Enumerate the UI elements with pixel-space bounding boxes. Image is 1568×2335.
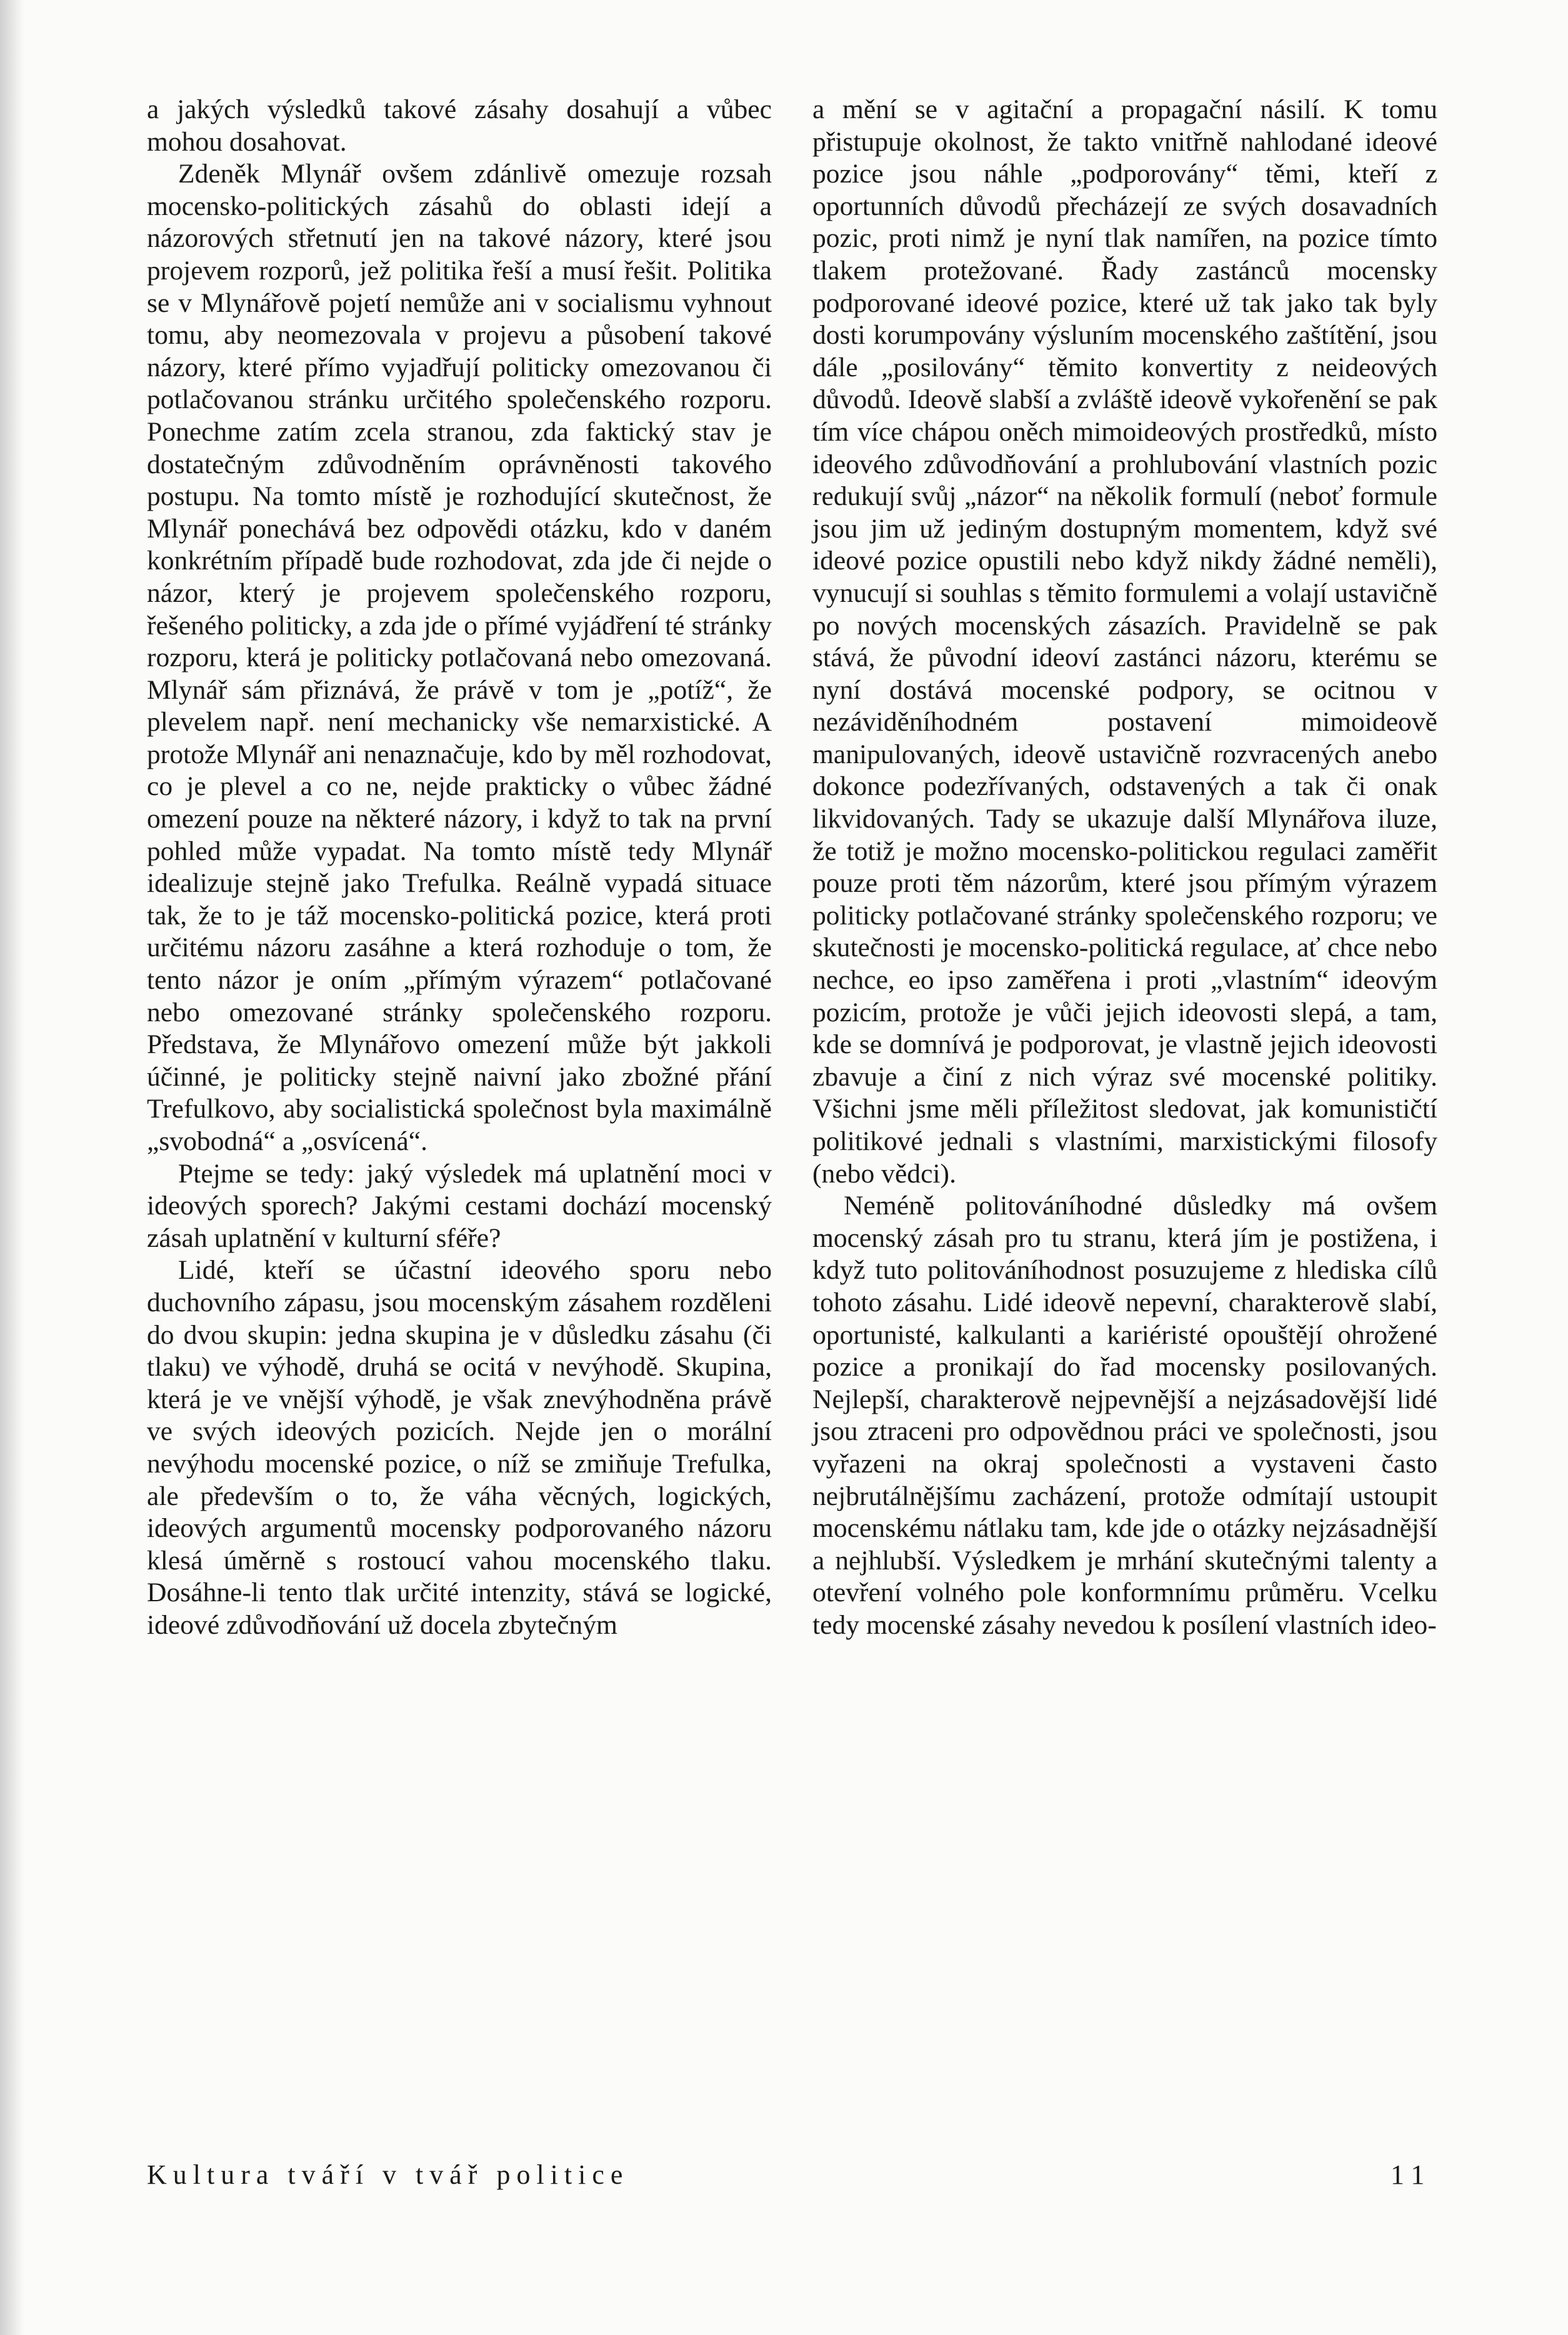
- running-footer-title: Kultura tváří v tvář politice: [147, 2159, 629, 2190]
- paragraph: a jakých výsledků takové zásahy dosahují a vůbec mohou dosahovat.: [147, 94, 772, 157]
- left-column: [147, 94, 772, 1642]
- page-number: 11: [1391, 2159, 1432, 2190]
- paragraph: Zdeněk Mlynář ovšem zdánlivě omezuje rozsah mocensko-politických zásahů do oblasti idejí a názorových střetnutí jen na takové názory, které jsou projevem rozporů, jež politika řeší a musí řešit. Politika se v Mlynářově pojetí nemůže ani v socialismu vyhnout tomu, aby neomezovala v projevu a působení takové názory, které přímo vyjadřují politicky omezovanou či potlačovanou stránku určitého společenského rozporu. Ponechme zatím zcela stranou, zda faktický stav je dostatečným zdůvodněním oprávněnosti takového postupu. Na tomto místě je rozhodující skutečnost, že Mlynář ponechává bez odpovědi otázku, kdo v daném konkrétním případě bude rozhodovat, zda jde či nejde o názor, který je projevem společenského rozporu, řešeného politicky, a zda jde o přímé vyjádření té stránky rozporu, která je politicky potlačovaná nebo omezovaná. Mlynář sám přiznává, že právě v tom je „potíž“, že plevelem např. není mechanicky vše nemarxistické. A protože Mlynář ani nenaznačuje, kdo by měl rozhodovat, co je plevel a co ne, nejde prakticky o vůbec žádné omezení pouze na některé názory, i když to tak na první pohled může vypadat. Na tomto místě tedy Mlynář idealizuje stejně jako Trefulka. Reálně vypadá situace tak, že to je táž mocensko-politická pozice, která proti určitému názoru zasáhne a která rozhoduje o tom, že tento názor je oním „přímým výrazem“ potlačované nebo omezované stránky společenského rozporu. Představa, že Mlynářovo omezení může být jakkoli účinné, je politicky stejně naivní jako zbožné přání Trefulkovo, aby socialistická společnost byla maximálně „svobodná“ a „osvícená“.: [147, 159, 772, 1156]
- paragraph: Neméně politováníhodné důsledky má ovšem mocenský zásah pro tu stranu, která jím je postižena, i když tuto politováníhodnost posuzujeme z hlediska cílů tohoto zásahu. Lidé ideově nepevní, charakterově slabí, oportunisté, kalkulanti a kariéristé opouštějí ohrožené pozice a pronikají do řad mocensky posilovaných. Nejlepší, charakterově nejpevnější a nejzásadovější lidé jsou ztraceni pro odpovědnou práci ve společnosti, jsou vyřazeni na okraj společnosti a vystaveni často nejbrutálnějšímu zacházení, protože odmítají ustoupit mocenskému nátlaku tam, kde jde o otázky nejzásadnější a nejhlubší. Výsledkem je mrhání skutečnými talenty a otevření volného pole konformnímu průměru. Vcelku tedy mocenské zásahy nevedou k posílení vlastních ideo-: [812, 1191, 1437, 1640]
- page-edge-shadow: [0, 0, 24, 2335]
- paragraph: Ptejme se tedy: jaký výsledek má uplatnění moci v ideových sporech? Jakými cestami dochází mocenský zásah uplatnění v kulturní sféře?: [147, 1158, 772, 1253]
- right-column: [812, 94, 1437, 1642]
- paragraph: Lidé, kteří se účastní ideového sporu nebo duchovního zápasu, jsou mocenským zásahem rozděleni do dvou skupin: jedna skupina je v důsledku zásahu (či tlaku) ve výhodě, druhá se ocitá v nevýhodě. Skupina, která je ve vnější výhodě, je však znevýhodněna právě ve svých ideových pozicích. Nejde jen o morální nevýhodu mocenské pozice, o níž se zmiňuje Trefulka, ale především o to, že váha věcných, logických, ideových argumentů mocensky podporovaného názoru klesá úměrně s rostoucí vahou mocenského tlaku. Dosáhne-li tento tlak určité intenzity, stává se logické, ideové zdůvodňování už docela zbytečným: [147, 1255, 772, 1640]
- paragraph: a mění se v agitační a propagační násilí. K tomu přistupuje okolnost, že takto vnitřně nahlodané ideové pozice jsou náhle „podporovány“ těmi, kteří z oportunních důvodů přecházejí ze svých dosavadních pozic, proti nimž je nyní tlak namířen, na pozice tímto tlakem protežované. Řady zastánců mocensky podporované ideové pozice, které už tak jako tak byly dosti korumpovány výsluním mocenského zaštítění, jsou dále „posilovány“ těmito konvertity z neideových důvodů. Ideově slabší a zvláště ideově vykořenění se pak tím více chápou oněch mimoideových prostředků, místo ideového zdůvodňování a prohlubování vlastních pozic redukují svůj „názor“ na několik formulí (neboť formule jsou jim už jediným dostupným momentem, když své ideové pozice opustili nebo když nikdy žádné neměli), vynucují si souhlas s těmito formulemi a volají ustavičně po nových mocenských zásazích. Pravidelně se pak stává, že původní ideoví zastánci názoru, kterému se nyní dostává mocenské podpory, se ocitnou v nezáviděníhodném postavení mimoideově manipulovaných, ideově ustavičně rozvracených anebo dokonce podezřívaných, odstavených a tak či onak likvidovaných. Tady se ukazuje další Mlynářova iluze, že totiž je možno mocensko-politickou regulaci zaměřit pouze proti těm názorům, které jsou přímým výrazem politicky potlačované stránky společenského rozporu; ve skutečnosti je mocensko-politická regulace, ať chce nebo nechce, eo ipso zaměřena i proti „vlastním“ ideovým pozicím, protože je vůči jejich ideovosti slepá, a tam, kde se domnívá je podporovat, je vlastně jejich ideovosti zbavuje a činí z nich výraz své mocenské politiky. Všichni jsme měli příležitost sledovat, jak komunističtí politikové jednali s vlastními, marxistickými filosofy (nebo vědci).: [812, 94, 1437, 1189]
